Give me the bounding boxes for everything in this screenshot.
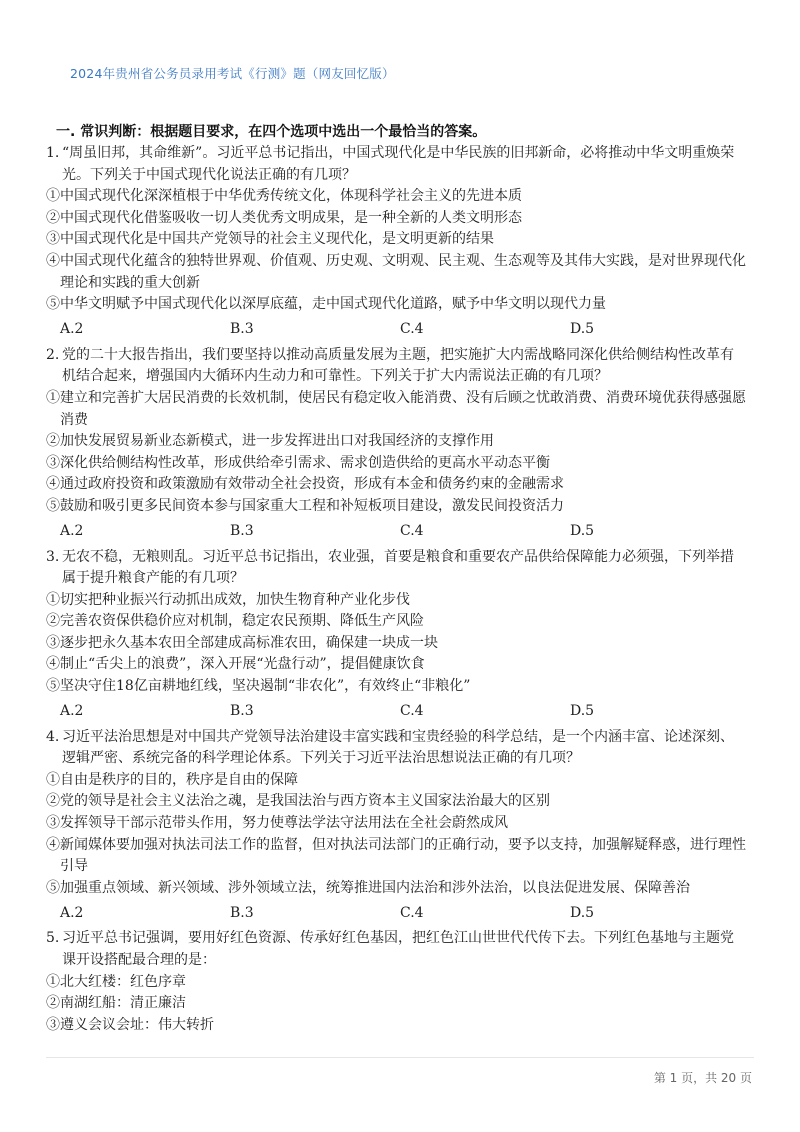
statement-item: ①中国式现代化深深植根于中华优秀传统文化，体现科学社会主义的先进本质 — [46, 188, 522, 205]
answer-option: A.2 — [60, 904, 84, 921]
statement-item: ③深化供给侧结构性改革，形成供给牵引需求、需求创造供给的更高水平动态平衡 — [46, 454, 550, 471]
answer-option: C.4 — [400, 320, 424, 337]
answer-option: C.4 — [400, 904, 424, 921]
statement-item: ③发挥领导干部示范带头作用，努力使尊法学法守法用法在全社会蔚然成风 — [46, 815, 508, 832]
question-text: 习近平总书记强调，要用好红色资源、传承好红色基因，把红色江山世世代代传下去。下列红色基地与主题党课开设搭配最合理的是： — [62, 930, 734, 968]
statement-item: ③遵义会议会址：伟大转折 — [46, 1016, 214, 1033]
answer-options — [60, 900, 746, 926]
question-stem — [46, 547, 746, 590]
statement-item: ①切实把种业振兴行动抓出成效，加快生物育种产业化步伐 — [46, 591, 410, 608]
statement-item: ⑤中华文明赋予中国式现代化以深厚底蕴，走中国式现代化道路，赋予中华文明以现代力量 — [46, 296, 606, 313]
answer-option: B.3 — [230, 522, 254, 539]
question-text: “周虽旧邦，其命维新”。习近平总书记指出，中国式现代化是中华民族的旧邦新命，必将推动中华文明重焕荣光。下列关于中国式现代化说法正确的有几项？ — [62, 145, 735, 183]
statement-item: ②完善农资保供稳价应对机制，稳定农民预期、降低生产风险 — [46, 613, 424, 630]
question-3 — [46, 547, 746, 725]
statement-item: ②党的领导是社会主义法治之魂，是我国法治与西方资本主义国家法治最大的区别 — [46, 793, 550, 810]
statement-item: ①自由是秩序的目的，秩序是自由的保障 — [46, 771, 298, 788]
statement-item: ⑤坚决守住18亿亩耕地红线，坚决遏制“非农化”，有效终止“非粮化” — [46, 678, 471, 695]
statement-item: ④制止“舌尖上的浪费”，深入开展“光盘行动”，提倡健康饮食 — [46, 656, 425, 673]
statement-item: ③逐步把永久基本农田全部建成高标准农田，确保建一块成一块 — [46, 634, 438, 651]
statement-item: ⑤加强重点领域、新兴领域、涉外领域立法，统筹推进国内法治和涉外法治，以良法促进发展、保障善治 — [46, 879, 690, 896]
footer-divider — [46, 1057, 754, 1058]
question-stem — [46, 727, 746, 770]
question-number: 2. — [46, 346, 60, 363]
answer-option: C.4 — [400, 522, 424, 539]
answer-option: C.4 — [400, 702, 424, 719]
answer-options — [60, 317, 746, 343]
answer-option: D.5 — [570, 522, 595, 539]
question-number: 5. — [46, 930, 60, 947]
statement-item: ①建立和完善扩大居民消费的长效机制，使居民有稳定收入能消费、没有后顾之忧敢消费、消费环境优获得感强愿消费 — [46, 389, 746, 428]
question-text: 无农不稳，无粮则乱。习近平总书记指出，农业强，首要是粮食和重要农产品供给保障能力必须强，下列举措属于提升粮食产能的有几项？ — [62, 548, 734, 587]
question-text: 党的二十大报告指出，我们要坚持以推动高质量发展为主题，把实施扩大内需战略同深化供给侧结构性改革有机结合起来，增强国内大循环内生动力和可靠性。下列关于扩大内需说法正确的有几项？ — [62, 346, 734, 385]
question-1 — [46, 143, 746, 343]
answer-option: A.2 — [60, 522, 84, 539]
page-number: 第 1 页，共 20 页 — [653, 1071, 752, 1085]
question-number: 4. — [46, 728, 60, 745]
question-number: 3. — [46, 548, 60, 565]
statement-item: ④中国式现代化蕴含的独特世界观、价值观、历史观、文明观、民主观、生态观等及其伟大实践，是对世界现代化理论和实践的重大创新 — [46, 252, 746, 291]
question-stem — [46, 143, 746, 186]
answer-option: B.3 — [230, 320, 254, 337]
question-4 — [46, 727, 746, 927]
section-title: 一. 常识判断：根据题目要求，在四个选项中选出一个最恰当的答案。 — [56, 124, 487, 140]
answer-options — [60, 519, 746, 545]
question-number: 1. — [46, 145, 60, 161]
question-list — [46, 143, 746, 1038]
statement-item: ④新闻媒体要加强对执法司法工作的监督，但对执法司法部门的正确行动，要予以支持，加强解疑释惑，进行理性引导 — [46, 836, 746, 875]
answer-option: D.5 — [570, 702, 595, 719]
statement-item: ④通过政府投资和政策激励有效带动全社会投资，形成有本金和债务约束的金融需求 — [46, 476, 564, 493]
statement-item: ⑤鼓励和吸引更多民间资本参与国家重大工程和补短板项目建设，激发民间投资活力 — [46, 497, 564, 514]
statement-item: ②南湖红船：清正廉洁 — [46, 995, 186, 1012]
answer-option: D.5 — [570, 904, 595, 921]
question-5 — [46, 928, 746, 1036]
question-2 — [46, 345, 746, 545]
answer-option: B.3 — [230, 702, 254, 719]
question-stem — [46, 928, 746, 971]
answer-option: A.2 — [60, 320, 84, 337]
document-title: 2024年贵州省公务员录用考试《行测》题（网友回忆版） — [70, 66, 395, 81]
answer-option: B.3 — [230, 904, 254, 921]
answer-option: A.2 — [60, 702, 84, 719]
statement-item: ①北大红楼：红色序章 — [46, 973, 186, 990]
statement-item: ③中国式现代化是中国共产党领导的社会主义现代化，是文明更新的结果 — [46, 231, 494, 248]
question-text: 习近平法治思想是对中国共产党领导法治建设丰富实践和宝贵经验的科学总结，是一个内涵丰富、论述深刻、逻辑严密、系统完备的科学理论体系。下列关于习近平法治思想说法正确的有几项？ — [62, 728, 734, 767]
answer-options — [60, 699, 746, 725]
statement-item: ②加快发展贸易新业态新模式，进一步发挥进出口对我国经济的支撑作用 — [46, 433, 494, 450]
statement-item: ②中国式现代化借鉴吸收一切人类优秀文明成果，是一种全新的人类文明形态 — [46, 209, 522, 226]
answer-option: D.5 — [570, 320, 595, 337]
question-stem — [46, 345, 746, 388]
